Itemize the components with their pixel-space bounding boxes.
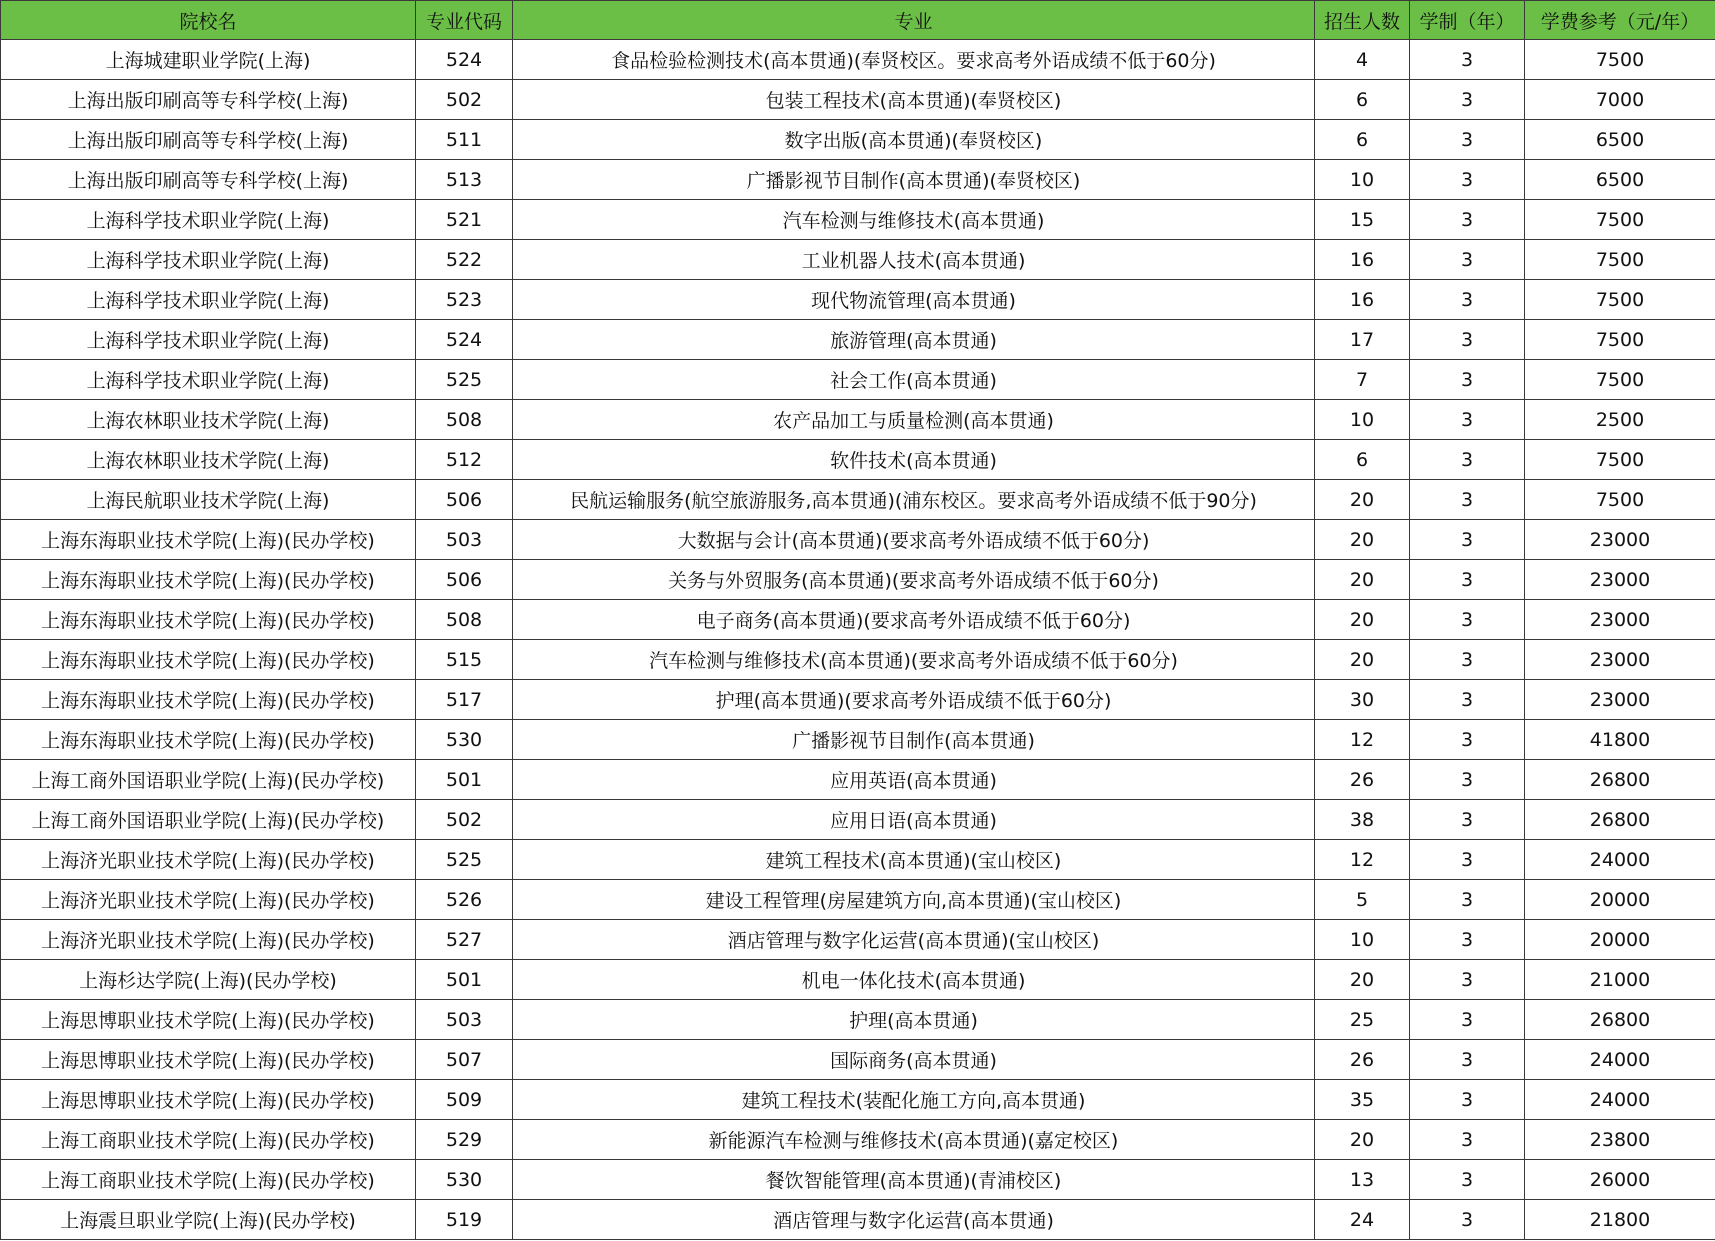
tuition-cell: 7500 <box>1525 40 1715 80</box>
tuition-cell: 24000 <box>1525 840 1715 880</box>
duration-cell: 3 <box>1410 200 1525 240</box>
major-cell: 民航运输服务(航空旅游服务,高本贯通)(浦东校区。要求高考外语成绩不低于90分) <box>513 480 1315 520</box>
duration-cell: 3 <box>1410 1000 1525 1040</box>
enrollment-cell: 20 <box>1315 640 1410 680</box>
col-header-enrollment: 招生人数 <box>1315 1 1410 40</box>
major-cell: 包装工程技术(高本贯通)(奉贤校区) <box>513 80 1315 120</box>
tuition-cell: 26800 <box>1525 1000 1715 1040</box>
table-row <box>1 520 1715 560</box>
enrollment-cell: 20 <box>1315 1120 1410 1160</box>
table-row <box>1 680 1715 720</box>
tuition-cell: 23000 <box>1525 680 1715 720</box>
enrollment-cell: 13 <box>1315 1160 1410 1200</box>
school-cell: 上海科学技术职业学院(上海) <box>1 280 416 320</box>
school-cell: 上海东海职业技术学院(上海)(民办学校) <box>1 600 416 640</box>
duration-cell: 3 <box>1410 680 1525 720</box>
duration-cell: 3 <box>1410 440 1525 480</box>
tuition-cell: 7500 <box>1525 320 1715 360</box>
enrollment-cell: 20 <box>1315 600 1410 640</box>
major-cell: 国际商务(高本贯通) <box>513 1040 1315 1080</box>
tuition-cell: 23800 <box>1525 1120 1715 1160</box>
table-row <box>1 1200 1715 1240</box>
table-row <box>1 600 1715 640</box>
enrollment-cell: 12 <box>1315 840 1410 880</box>
major-cell: 建设工程管理(房屋建筑方向,高本贯通)(宝山校区) <box>513 880 1315 920</box>
table-row <box>1 960 1715 1000</box>
code-cell: 525 <box>416 360 513 400</box>
code-cell: 525 <box>416 840 513 880</box>
table-row <box>1 160 1715 200</box>
tuition-cell: 7500 <box>1525 360 1715 400</box>
code-cell: 511 <box>416 120 513 160</box>
table-row <box>1 720 1715 760</box>
major-cell: 广播影视节目制作(高本贯通)(奉贤校区) <box>513 160 1315 200</box>
enrollment-cell: 10 <box>1315 920 1410 960</box>
code-cell: 530 <box>416 720 513 760</box>
tuition-cell: 23000 <box>1525 520 1715 560</box>
major-cell: 餐饮智能管理(高本贯通)(青浦校区) <box>513 1160 1315 1200</box>
tuition-cell: 7500 <box>1525 480 1715 520</box>
table-row <box>1 440 1715 480</box>
tuition-cell: 21000 <box>1525 960 1715 1000</box>
duration-cell: 3 <box>1410 720 1525 760</box>
code-cell: 524 <box>416 40 513 80</box>
school-cell: 上海工商外国语职业学院(上海)(民办学校) <box>1 760 416 800</box>
duration-cell: 3 <box>1410 480 1525 520</box>
code-cell: 506 <box>416 560 513 600</box>
duration-cell: 3 <box>1410 1080 1525 1120</box>
tuition-cell: 7500 <box>1525 200 1715 240</box>
code-cell: 507 <box>416 1040 513 1080</box>
tuition-cell: 2500 <box>1525 400 1715 440</box>
enrollment-cell: 26 <box>1315 760 1410 800</box>
duration-cell: 3 <box>1410 240 1525 280</box>
code-cell: 502 <box>416 80 513 120</box>
duration-cell: 3 <box>1410 1040 1525 1080</box>
header-row <box>1 1 1715 40</box>
table-row <box>1 240 1715 280</box>
table-row <box>1 1040 1715 1080</box>
duration-cell: 3 <box>1410 120 1525 160</box>
school-cell: 上海济光职业技术学院(上海)(民办学校) <box>1 840 416 880</box>
tuition-cell: 24000 <box>1525 1040 1715 1080</box>
school-cell: 上海科学技术职业学院(上海) <box>1 240 416 280</box>
major-cell: 农产品加工与质量检测(高本贯通) <box>513 400 1315 440</box>
enrollment-cell: 20 <box>1315 560 1410 600</box>
school-cell: 上海东海职业技术学院(上海)(民办学校) <box>1 560 416 600</box>
school-cell: 上海农林职业技术学院(上海) <box>1 440 416 480</box>
major-cell: 社会工作(高本贯通) <box>513 360 1315 400</box>
table-row <box>1 280 1715 320</box>
table-row <box>1 80 1715 120</box>
table-row <box>1 40 1715 80</box>
duration-cell: 3 <box>1410 800 1525 840</box>
school-cell: 上海东海职业技术学院(上海)(民办学校) <box>1 720 416 760</box>
school-cell: 上海济光职业技术学院(上海)(民办学校) <box>1 920 416 960</box>
table-row <box>1 480 1715 520</box>
code-cell: 523 <box>416 280 513 320</box>
major-cell: 酒店管理与数字化运营(高本贯通)(宝山校区) <box>513 920 1315 960</box>
duration-cell: 3 <box>1410 640 1525 680</box>
duration-cell: 3 <box>1410 600 1525 640</box>
duration-cell: 3 <box>1410 840 1525 880</box>
major-cell: 关务与外贸服务(高本贯通)(要求高考外语成绩不低于60分) <box>513 560 1315 600</box>
major-cell: 护理(高本贯通) <box>513 1000 1315 1040</box>
table-row <box>1 200 1715 240</box>
table-row <box>1 760 1715 800</box>
tuition-cell: 24000 <box>1525 1080 1715 1120</box>
enrollment-cell: 6 <box>1315 120 1410 160</box>
major-cell: 数字出版(高本贯通)(奉贤校区) <box>513 120 1315 160</box>
school-cell: 上海东海职业技术学院(上海)(民办学校) <box>1 640 416 680</box>
table-row <box>1 1120 1715 1160</box>
enrollment-cell: 38 <box>1315 800 1410 840</box>
code-cell: 517 <box>416 680 513 720</box>
major-cell: 应用日语(高本贯通) <box>513 800 1315 840</box>
code-cell: 513 <box>416 160 513 200</box>
major-cell: 酒店管理与数字化运营(高本贯通) <box>513 1200 1315 1240</box>
tuition-cell: 26800 <box>1525 800 1715 840</box>
enrollment-cell: 6 <box>1315 440 1410 480</box>
school-cell: 上海杉达学院(上海)(民办学校) <box>1 960 416 1000</box>
code-cell: 503 <box>416 520 513 560</box>
tuition-cell: 7000 <box>1525 80 1715 120</box>
code-cell: 502 <box>416 800 513 840</box>
tuition-cell: 7500 <box>1525 440 1715 480</box>
code-cell: 506 <box>416 480 513 520</box>
enrollment-cell: 16 <box>1315 240 1410 280</box>
table-row <box>1 1080 1715 1120</box>
school-cell: 上海民航职业技术学院(上海) <box>1 480 416 520</box>
major-cell: 现代物流管理(高本贯通) <box>513 280 1315 320</box>
school-cell: 上海科学技术职业学院(上海) <box>1 200 416 240</box>
table-row <box>1 840 1715 880</box>
tuition-cell: 20000 <box>1525 920 1715 960</box>
enrollment-cell: 26 <box>1315 1040 1410 1080</box>
code-cell: 508 <box>416 600 513 640</box>
school-cell: 上海思博职业技术学院(上海)(民办学校) <box>1 1040 416 1080</box>
enrollment-cell: 16 <box>1315 280 1410 320</box>
col-header-code: 专业代码 <box>416 1 513 40</box>
table-row <box>1 1160 1715 1200</box>
school-cell: 上海农林职业技术学院(上海) <box>1 400 416 440</box>
tuition-cell: 26800 <box>1525 760 1715 800</box>
code-cell: 530 <box>416 1160 513 1200</box>
code-cell: 508 <box>416 400 513 440</box>
col-header-duration: 学制（年） <box>1410 1 1525 40</box>
school-cell: 上海出版印刷高等专科学校(上海) <box>1 80 416 120</box>
school-cell: 上海科学技术职业学院(上海) <box>1 360 416 400</box>
code-cell: 529 <box>416 1120 513 1160</box>
enrollment-cell: 24 <box>1315 1200 1410 1240</box>
school-cell: 上海出版印刷高等专科学校(上海) <box>1 160 416 200</box>
school-cell: 上海工商职业技术学院(上海)(民办学校) <box>1 1120 416 1160</box>
major-cell: 应用英语(高本贯通) <box>513 760 1315 800</box>
tuition-cell: 23000 <box>1525 600 1715 640</box>
enrollment-cell: 30 <box>1315 680 1410 720</box>
table-row <box>1 640 1715 680</box>
enrollment-cell: 10 <box>1315 160 1410 200</box>
code-cell: 519 <box>416 1200 513 1240</box>
enrollment-cell: 7 <box>1315 360 1410 400</box>
school-cell: 上海工商职业技术学院(上海)(民办学校) <box>1 1160 416 1200</box>
duration-cell: 3 <box>1410 920 1525 960</box>
school-cell: 上海东海职业技术学院(上海)(民办学校) <box>1 520 416 560</box>
table-row <box>1 800 1715 840</box>
major-cell: 食品检验检测技术(高本贯通)(奉贤校区。要求高考外语成绩不低于60分) <box>513 40 1315 80</box>
enrollment-cell: 15 <box>1315 200 1410 240</box>
col-header-tuition: 学费参考（元/年） <box>1525 1 1715 40</box>
major-cell: 建筑工程技术(装配化施工方向,高本贯通) <box>513 1080 1315 1120</box>
school-cell: 上海东海职业技术学院(上海)(民办学校) <box>1 680 416 720</box>
code-cell: 501 <box>416 960 513 1000</box>
major-cell: 机电一体化技术(高本贯通) <box>513 960 1315 1000</box>
table-row <box>1 360 1715 400</box>
duration-cell: 3 <box>1410 520 1525 560</box>
school-cell: 上海震旦职业学院(上海)(民办学校) <box>1 1200 416 1240</box>
code-cell: 515 <box>416 640 513 680</box>
table-row <box>1 1000 1715 1040</box>
major-cell: 建筑工程技术(高本贯通)(宝山校区) <box>513 840 1315 880</box>
tuition-cell: 6500 <box>1525 120 1715 160</box>
tuition-cell: 21800 <box>1525 1200 1715 1240</box>
school-cell: 上海思博职业技术学院(上海)(民办学校) <box>1 1080 416 1120</box>
school-cell: 上海城建职业学院(上海) <box>1 40 416 80</box>
enrollment-cell: 20 <box>1315 480 1410 520</box>
duration-cell: 3 <box>1410 40 1525 80</box>
duration-cell: 3 <box>1410 1120 1525 1160</box>
duration-cell: 3 <box>1410 560 1525 600</box>
tuition-cell: 7500 <box>1525 280 1715 320</box>
tuition-cell: 41800 <box>1525 720 1715 760</box>
code-cell: 526 <box>416 880 513 920</box>
enrollment-cell: 20 <box>1315 960 1410 1000</box>
major-cell: 新能源汽车检测与维修技术(高本贯通)(嘉定校区) <box>513 1120 1315 1160</box>
tuition-cell: 6500 <box>1525 160 1715 200</box>
duration-cell: 3 <box>1410 80 1525 120</box>
school-cell: 上海科学技术职业学院(上海) <box>1 320 416 360</box>
duration-cell: 3 <box>1410 280 1525 320</box>
enrollment-cell: 35 <box>1315 1080 1410 1120</box>
major-cell: 大数据与会计(高本贯通)(要求高考外语成绩不低于60分) <box>513 520 1315 560</box>
major-cell: 工业机器人技术(高本贯通) <box>513 240 1315 280</box>
major-cell: 电子商务(高本贯通)(要求高考外语成绩不低于60分) <box>513 600 1315 640</box>
major-cell: 软件技术(高本贯通) <box>513 440 1315 480</box>
table-row <box>1 120 1715 160</box>
duration-cell: 3 <box>1410 1200 1525 1240</box>
duration-cell: 3 <box>1410 760 1525 800</box>
code-cell: 527 <box>416 920 513 960</box>
school-cell: 上海济光职业技术学院(上海)(民办学校) <box>1 880 416 920</box>
enrollment-cell: 6 <box>1315 80 1410 120</box>
table-row <box>1 400 1715 440</box>
duration-cell: 3 <box>1410 1160 1525 1200</box>
tuition-cell: 7500 <box>1525 240 1715 280</box>
duration-cell: 3 <box>1410 160 1525 200</box>
code-cell: 524 <box>416 320 513 360</box>
tuition-cell: 20000 <box>1525 880 1715 920</box>
enrollment-cell: 20 <box>1315 520 1410 560</box>
code-cell: 521 <box>416 200 513 240</box>
table-row <box>1 560 1715 600</box>
major-cell: 广播影视节目制作(高本贯通) <box>513 720 1315 760</box>
table-row <box>1 920 1715 960</box>
col-header-school: 院校名 <box>1 1 416 40</box>
duration-cell: 3 <box>1410 360 1525 400</box>
duration-cell: 3 <box>1410 400 1525 440</box>
major-cell: 旅游管理(高本贯通) <box>513 320 1315 360</box>
enrollment-cell: 12 <box>1315 720 1410 760</box>
table-body <box>1 40 1715 1240</box>
enrollment-cell: 17 <box>1315 320 1410 360</box>
tuition-cell: 26000 <box>1525 1160 1715 1200</box>
table-row <box>1 880 1715 920</box>
enrollment-cell: 5 <box>1315 880 1410 920</box>
code-cell: 522 <box>416 240 513 280</box>
tuition-cell: 23000 <box>1525 640 1715 680</box>
duration-cell: 3 <box>1410 960 1525 1000</box>
col-header-major: 专业 <box>513 1 1315 40</box>
enrollment-cell: 25 <box>1315 1000 1410 1040</box>
school-cell: 上海出版印刷高等专科学校(上海) <box>1 120 416 160</box>
enrollment-cell: 4 <box>1315 40 1410 80</box>
code-cell: 512 <box>416 440 513 480</box>
school-cell: 上海思博职业技术学院(上海)(民办学校) <box>1 1000 416 1040</box>
enrollment-cell: 10 <box>1315 400 1410 440</box>
duration-cell: 3 <box>1410 880 1525 920</box>
code-cell: 509 <box>416 1080 513 1120</box>
table-row <box>1 320 1715 360</box>
major-cell: 护理(高本贯通)(要求高考外语成绩不低于60分) <box>513 680 1315 720</box>
major-cell: 汽车检测与维修技术(高本贯通)(要求高考外语成绩不低于60分) <box>513 640 1315 680</box>
code-cell: 501 <box>416 760 513 800</box>
school-cell: 上海工商外国语职业学院(上海)(民办学校) <box>1 800 416 840</box>
code-cell: 503 <box>416 1000 513 1040</box>
major-cell: 汽车检测与维修技术(高本贯通) <box>513 200 1315 240</box>
tuition-cell: 23000 <box>1525 560 1715 600</box>
duration-cell: 3 <box>1410 320 1525 360</box>
